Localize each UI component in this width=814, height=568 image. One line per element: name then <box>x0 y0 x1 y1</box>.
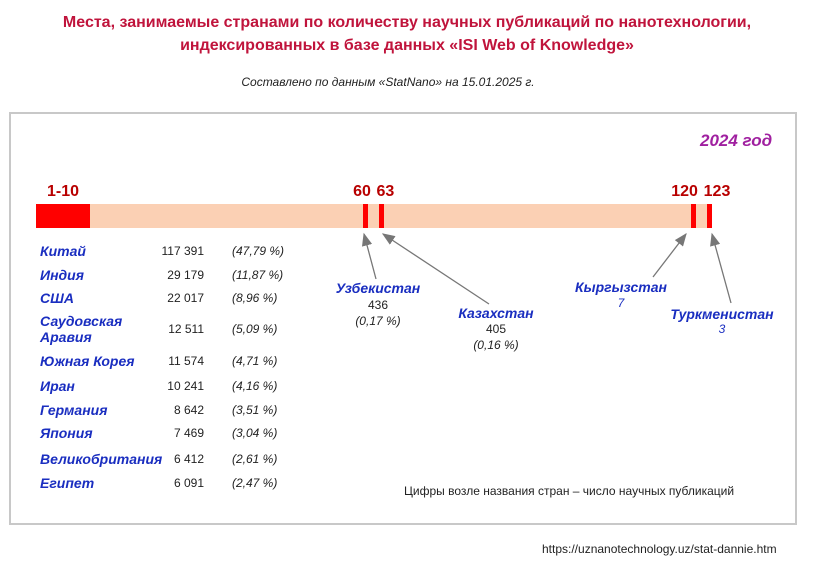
country-name: Южная Корея <box>40 353 135 369</box>
country-name: Великобритания <box>40 451 163 467</box>
publication-count: 12 511 <box>168 322 204 336</box>
publication-share: (2,47 %) <box>232 476 278 490</box>
publication-share: (8,96 %) <box>232 291 278 305</box>
rank-label-123: 123 <box>703 183 731 200</box>
publication-count: 117 391 <box>161 244 204 258</box>
arrow-kazakhstan <box>383 234 489 304</box>
annotation-kazakhstan-name: Казахстан <box>458 305 534 321</box>
annotation-kazakhstan-pct: (0,16 %) <box>473 338 519 352</box>
publication-count: 10 241 <box>167 379 204 393</box>
country-name: Индия <box>40 267 84 283</box>
publication-count: 22 017 <box>167 291 204 305</box>
annotation-kyrgyzstan-count: 7 <box>617 296 625 310</box>
annotation-uzbekistan-pct: (0,17 %) <box>355 314 401 328</box>
country-name: Саудовская Аравия <box>40 313 123 345</box>
annotation-kazakhstan-count: 405 <box>485 322 507 336</box>
arrow-turkmenistan <box>712 234 731 303</box>
annotation-uzbekistan-name: Узбекистан <box>335 280 421 296</box>
publication-share: (4,71 %) <box>232 354 278 368</box>
rank-label-top10: 1-10 <box>46 183 80 200</box>
country-name: Китай <box>40 243 86 259</box>
publication-share: (3,51 %) <box>232 403 278 417</box>
chart-title-line1: Места, занимаемые странами по количеству научных публикаций по нанотехнологии, <box>62 14 752 31</box>
publication-count: 11 574 <box>168 354 204 368</box>
publication-count: 29 179 <box>167 268 204 282</box>
chart-title-line2: индексированных в базе данных «ISI Web of Knowledge» <box>180 37 634 54</box>
country-name: США <box>40 290 74 306</box>
annotation-kyrgyzstan-name: Кыргызстан <box>575 279 667 295</box>
publication-share: (5,09 %) <box>232 322 278 336</box>
source-url: https://uznanotechnology.uz/stat-dannie.htm <box>542 542 777 556</box>
chart-note: Цифры возле названия стран – число научных публикаций <box>404 484 735 498</box>
rank-label-120: 120 <box>671 183 698 200</box>
publication-share: (2,61 %) <box>232 452 278 466</box>
rank-label-63: 63 <box>376 183 395 200</box>
annotation-turkmenistan-count: 3 <box>718 322 726 336</box>
annotation-uzbekistan-count: 436 <box>367 298 389 312</box>
annotation-turkmenistan-name: Туркменистан <box>670 306 774 322</box>
publication-count: 6 091 <box>173 476 204 490</box>
publication-share: (4,16 %) <box>232 379 278 393</box>
publication-count: 8 642 <box>173 403 204 417</box>
country-name: Япония <box>40 425 93 441</box>
publication-count: 6 412 <box>173 452 204 466</box>
arrow-kyrgyzstan <box>653 234 686 277</box>
publication-share: (11,87 %) <box>232 268 284 282</box>
publication-share: (47,79 %) <box>232 244 285 258</box>
publication-count: 7 469 <box>173 426 204 440</box>
arrow-uzbekistan <box>364 234 376 279</box>
country-name: Египет <box>40 475 95 491</box>
rank-label-60: 60 <box>353 183 371 200</box>
chart-subtitle: Составлено по данным «StatNano» на 15.01.2025 г. <box>241 75 535 89</box>
publication-share: (3,04 %) <box>232 426 278 440</box>
year-label: 2024 год <box>700 131 773 150</box>
country-name: Иран <box>40 378 75 394</box>
country-name: Германия <box>40 402 108 418</box>
